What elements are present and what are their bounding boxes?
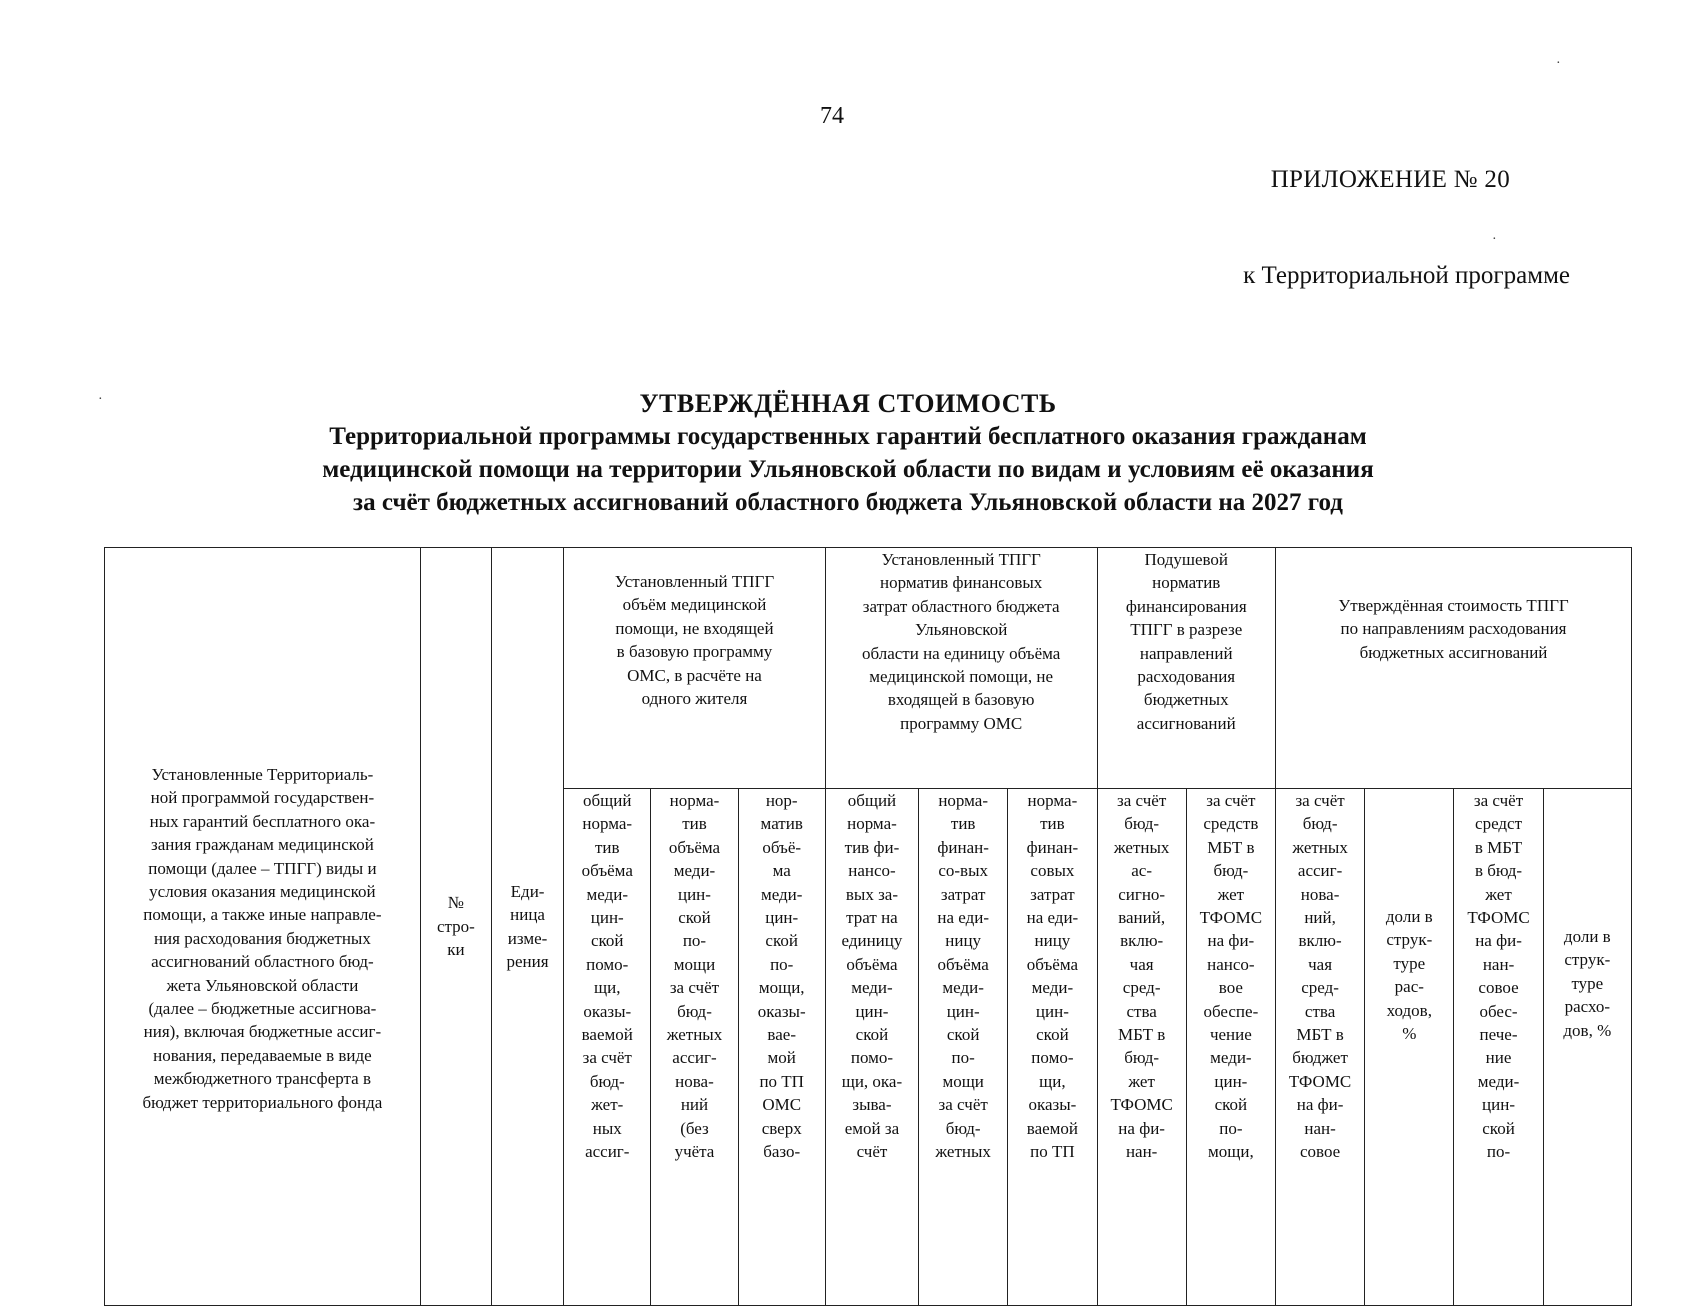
sub-header-cost-over-base: норма- тив финан- совых затрат на еди- ницу объёма меди- цин- ской помо- щи, оказы- ваемой по ТП bbox=[1008, 789, 1097, 1306]
group-header-per-capita: Подушевой норматив финансирования ТПГГ в разрезе направлений расходования бюджетных ассигнований bbox=[1097, 548, 1275, 789]
title-line-1: УТВЕРЖДЁННАЯ СТОИМОСТЬ bbox=[639, 389, 1057, 418]
sub-header-volume-total: общий норма- тив объёма меди- цин- ской помо- щи, оказы- ваемой за счёт бюд- жет- ных ассиг- bbox=[564, 789, 651, 1306]
appendix-label: ПРИЛОЖЕНИЕ № 20 bbox=[1270, 166, 1510, 193]
scan-speck: · bbox=[1492, 232, 1497, 247]
group-header-approved-cost: Утверждённая стоимость ТПГГ по направлениям расходования бюджетных ассигнований bbox=[1275, 548, 1631, 789]
title-line-4: за счёт бюджетных ассигнований областного бюджета Ульяновской области на 2027 год bbox=[353, 489, 1343, 516]
page-number: 74 bbox=[820, 103, 844, 129]
sub-header-cost-budget: норма- тив финан- со-вых затрат на еди- ницу объёма меди- цин- ской по- мощи за счёт бюд- жетных bbox=[919, 789, 1008, 1306]
sub-header-per-capita-mbt: за счёт средств МБТ в бюд- жет ТФОМС на фи- нансо- вое обеспе- чение меди- цин- ской по- мощи, bbox=[1186, 789, 1275, 1306]
sub-header-volume-over-base: нор- матив объё- ма меди- цин- ской по- мощи, оказы- вае- мой по ТП ОМС сверх базо- bbox=[738, 789, 825, 1306]
scan-speck: · bbox=[1556, 56, 1561, 71]
sub-header-approved-mbt: за счёт средст в МБТ в бюд- жет ТФОМС на фи- нан- совое обес- пече- ние меди- цин- ской по- bbox=[1454, 789, 1543, 1306]
document-title bbox=[0, 387, 1696, 519]
scan-speck: · bbox=[98, 392, 103, 407]
appendix-subtitle: к Территориальной программе bbox=[1243, 262, 1570, 289]
sub-header-approved-share-2: доли в струк- туре расхо- дов, % bbox=[1543, 789, 1631, 1306]
title-line-2: Территориальной программы государственных гарантий бесплатного оказания гражданам bbox=[329, 423, 1367, 450]
group-header-volume: Установленный ТПГГ объём медицинской помощи, не входящей в базовую программу ОМС, в расчёте на одного жителя bbox=[564, 548, 826, 789]
group-header-cost-norm: Установленный ТПГГ норматив финансовых затрат областного бюджета Ульяновской области на единицу объёма медицинской помощи, не входящей в базовую программу ОМС bbox=[825, 548, 1097, 789]
table-header-row-1 bbox=[105, 548, 1632, 789]
sub-header-approved-budget: за счёт бюд- жетных ассиг- нова- ний, вклю- чая сред- ства МБТ в бюджет ТФОМС на фи- нан- совое bbox=[1275, 789, 1364, 1306]
sub-header-volume-budget: норма- тив объёма меди- цин- ской по- мощи за счёт бюд- жетных ассиг- нова- ний (без учёта bbox=[651, 789, 738, 1306]
col-header-unit: Еди- ница изме- рения bbox=[491, 548, 563, 1306]
sub-header-per-capita-budget: за счёт бюд- жетных ас- сигно- ваний, вклю- чая сред- ства МБТ в бюд- жет ТФОМС на фи- нан- bbox=[1097, 789, 1186, 1306]
sub-header-cost-total: общий норма- тив фи- нансо- вых за- трат на единицу объёма меди- цин- ской помо- щи, ока- зыва- емой за счёт bbox=[825, 789, 918, 1306]
title-line-3: медицинской помощи на территории Ульяновской области по видам и условиям её оказания bbox=[322, 456, 1374, 483]
col-header-row-number: № стро- ки bbox=[420, 548, 491, 1306]
col-header-description: Установленные Территориаль- ной программой государствен- ных гарантий бесплатного ока- зания гражданам медицинской помощи (далее – ТПГГ) виды и условия оказания медицинской помощи, а также иные направле- ния расходования бюджетных ассигнований областного бюд- жета Ульяновской области (далее – бюджетные ассигнова- ния), включая бюджетные ассиг- нования, передаваемые в виде межбюджетного трансферта в бюджет территориального фонда bbox=[105, 548, 421, 1306]
sub-header-approved-share-1: доли в струк- туре рас- ходов, % bbox=[1365, 789, 1454, 1306]
cost-table bbox=[104, 547, 1632, 1306]
